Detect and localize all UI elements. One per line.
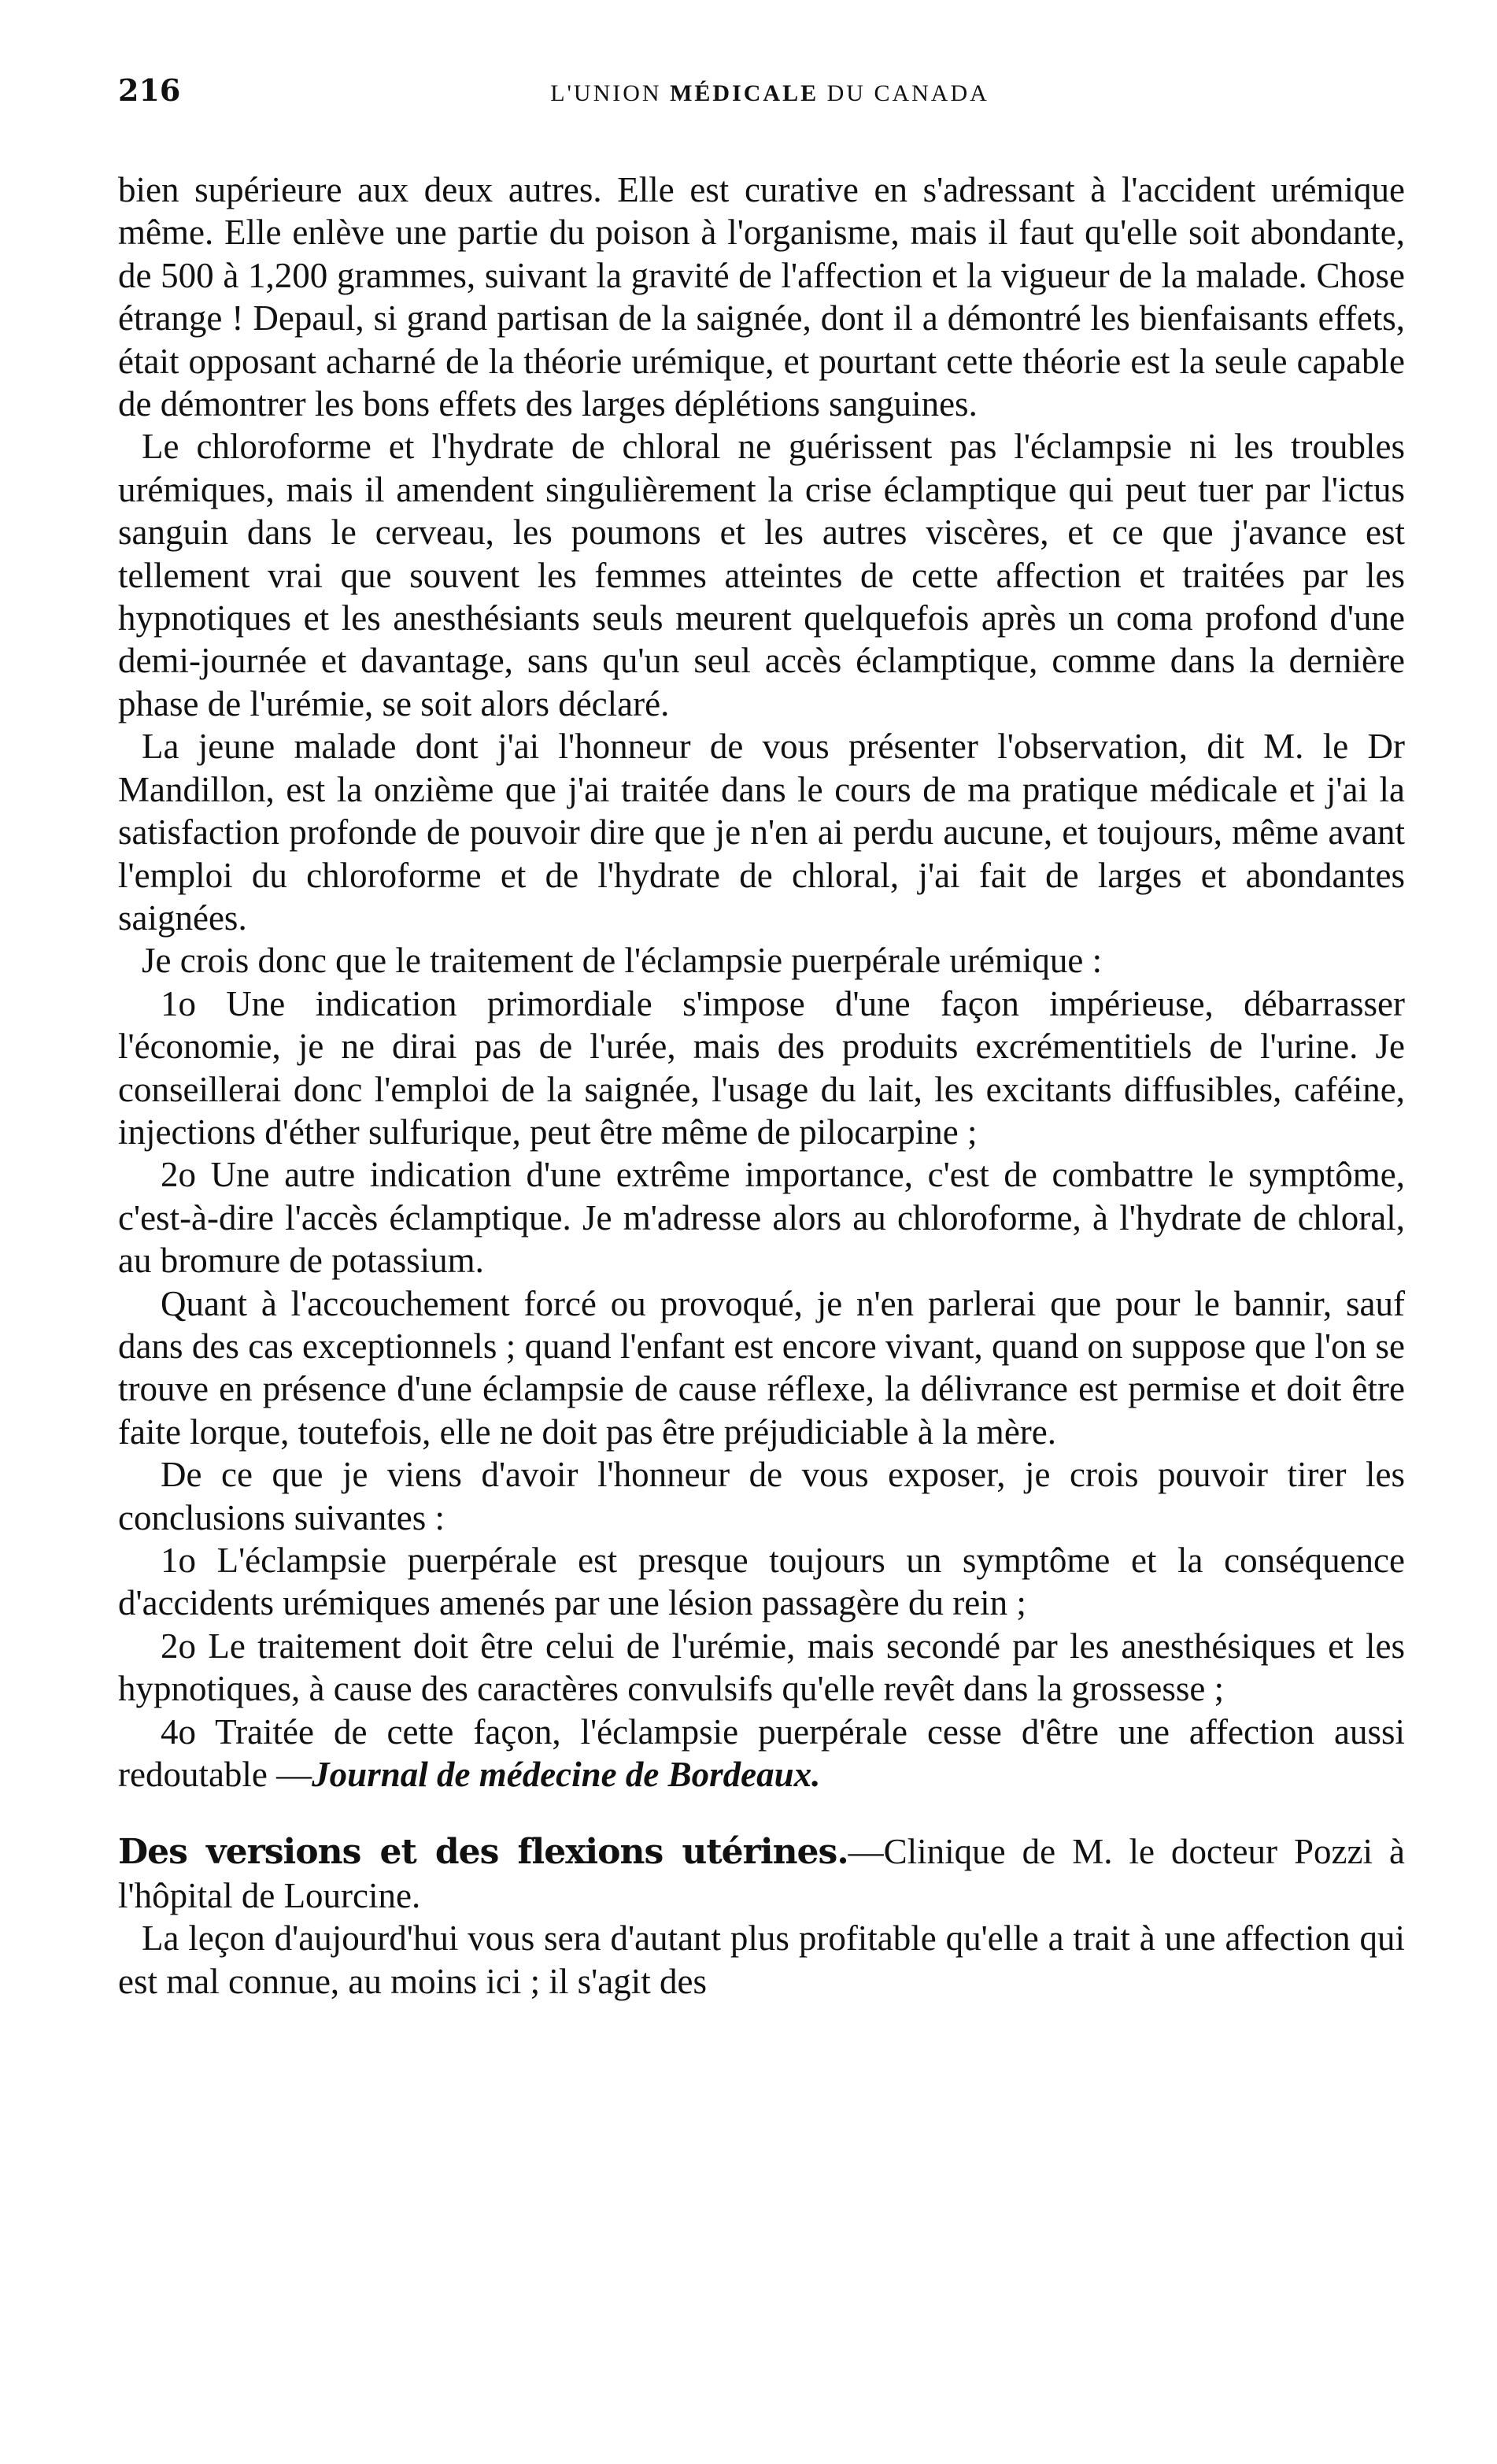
conclusion-4-text: 4o Traitée de cette façon, l'éclampsie puerpérale cesse d'être une affection aussi redoutable —: [118, 1711, 1405, 1795]
conclusion-2: 2o Le traitement doit être celui de l'urémie, mais secondé par les anesthésiques et les hypnotiques, à cause des caractères convulsifs qu'elle revêt dans la grossesse ;: [118, 1626, 1405, 1709]
journal-title-bold: MÉDICALE: [670, 80, 819, 106]
paragraph-accouchement: Quant à l'accouchement forcé ou provoqué, je n'en parlerai que pour le bannir, sauf dans des cas exceptionnels ; quand l'enfant est encore vivant, quand on suppose que l'on se trouve en présence d'une éclampsie de cause réflexe, la délivrance est permise et doit être faite lorque, toutefois, elle ne doit pas être préjudiciable à la mère.: [118, 1283, 1405, 1452]
section-subtitle: —Clinique de M. le docteur Pozzi à l'hôpital de Lourcine.: [118, 1832, 1405, 1915]
indication-2: 2o Une autre indication d'une extrême importance, c'est de combattre le symptôme, c'est-à-dire l'accès éclamptique. Je m'adresse alors au chloroforme, à l'hydrate de chloral, au bromure de potassium.: [118, 1155, 1405, 1281]
journal-title: [228, 80, 1421, 107]
article-body: [118, 168, 1405, 2003]
paragraph-conclusions-intro: De ce que je viens d'avoir l'honneur de vous exposer, je crois pouvoir tirer les conclusions suivantes :: [118, 1455, 1405, 1537]
section-title: Des versions et des flexions utérines.: [118, 1832, 848, 1873]
journal-title-pre: L'UNION: [550, 80, 671, 106]
next-article-opening: La leçon d'aujourd'hui vous sera d'autant plus profitable qu'elle a trait à une affection qui est mal connue, au moins ici ; il s'agit des: [118, 1918, 1405, 2001]
page-number: 216: [118, 72, 181, 108]
next-article-heading: [118, 1830, 1405, 1917]
running-head: [118, 72, 1421, 120]
indication-1: 1o Une indication primordiale s'impose d'une façon impérieuse, débarrasser l'économie, je ne dirai pas de l'urée, mais des produits excrémentitiels de l'urine. Je conseillerai donc l'emploi de la saignée, l'usage du lait, les excitants diffusibles, caféine, injections d'éther sulfurique, peut être même de pilocarpine ;: [118, 983, 1405, 1152]
section-gap: [118, 1796, 1405, 1830]
journal-title-post: DU CANADA: [819, 80, 989, 106]
conclusion-4: [118, 1711, 1405, 1796]
paragraph-continuation: bien supérieure aux deux autres. Elle est curative en s'adressant à l'accident urémique même. Elle enlève une partie du poison à l'organisme, mais il faut qu'elle soit abondante, de 500 à 1,200 grammes, suivant la gravité de l'affection et la vigueur de la malade. Chose étrange ! Depaul, si grand partisan de la saignée, dont il a démontré les bienfaisants effets, était opposant acharné de la théorie urémique, et pourtant cette théorie est la seule capable de démontrer les bons effets des larges déplétions sanguines.: [118, 170, 1405, 424]
paragraph-chloroforme: Le chloroforme et l'hydrate de chloral ne guérissent pas l'éclampsie ni les troubles urémiques, mais il amendent singulièrement la crise éclamptique qui peut tuer par l'ictus sanguin dans le cerveau, les poumons et les autres viscères, et ce que j'avance est tellement vrai que souvent les femmes atteintes de cette affection et traitées par les hypnotiques et les anesthésiants seuls meurent quelquefois après un coma profond d'une demi-journée et davantage, sans qu'un seul accès éclamptique, comme dans la dernière phase de l'urémie, se soit alors déclaré.: [118, 427, 1405, 723]
paragraph-observation: La jeune malade dont j'ai l'honneur de vous présenter l'observation, dit M. le Dr Mandillon, est la onzième que j'ai traitée dans le cours de ma pratique médicale et j'ai la satisfaction profonde de pouvoir dire que je n'en ai perdu aucune, et toujours, même avant l'emploi du chloroforme et de l'hydrate de chloral, j'ai fait de larges et abondantes saignées.: [118, 727, 1405, 938]
paragraph-traitement: Je crois donc que le traitement de l'éclampsie puerpérale urémique :: [142, 941, 1103, 981]
source-citation: Journal de médecine de Bordeaux.: [312, 1755, 821, 1795]
conclusion-1: 1o L'éclampsie puerpérale est presque toujours un symptôme et la conséquence d'accidents urémiques amenés par une lésion passagère du rein ;: [118, 1541, 1405, 1623]
